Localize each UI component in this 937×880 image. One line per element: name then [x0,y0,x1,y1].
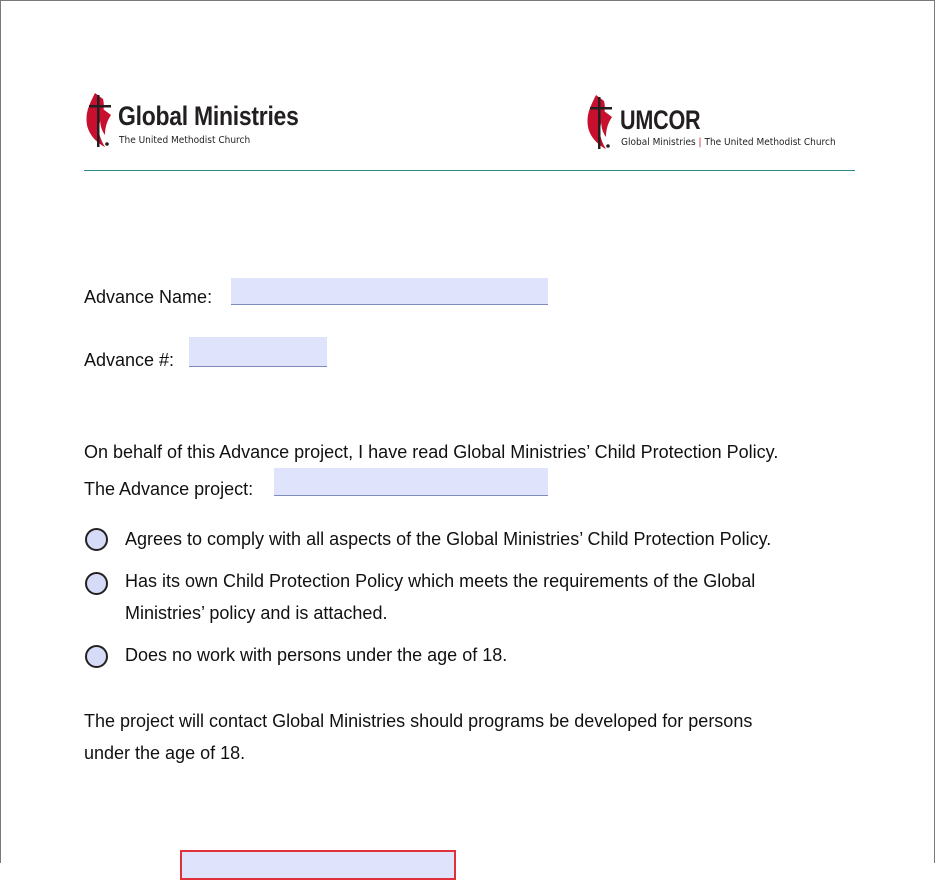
closing-text-line1: The project will contact Global Ministries should programs be developed for persons [84,711,753,731]
statement-text: On behalf of this Advance project, I have read Global Ministries’ Child Protection Policy. [84,442,779,462]
option-comply-radio[interactable] [85,528,108,551]
advance-number-label: Advance #: [84,350,175,370]
logo-right-subtitle-church: The United Methodist Church [704,137,836,148]
logo-left-subtitle: The United Methodist Church [119,135,251,146]
option-no-minors-radio[interactable] [85,645,108,668]
option-own-policy-text-line2: Ministries’ policy and is attached. [125,603,388,623]
header-divider [84,170,855,171]
advance-project-label: The Advance project: [84,479,254,499]
signature-field[interactable] [180,850,456,880]
logo-right-subtitle-org: Global Ministries [621,137,696,148]
logo-right-subtitle-separator: | [698,137,702,148]
option-own-policy-radio[interactable] [85,572,108,595]
logo-right-title: UMCOR [620,105,701,135]
logo-right-subtitle [621,137,836,148]
advance-name-field[interactable] [231,278,548,305]
option-no-minors-text: Does no work with persons under the age of 18. [125,645,508,665]
advance-name-label: Advance Name: [84,287,213,307]
option-comply-text: Agrees to comply with all aspects of the Global Ministries’ Child Protection Policy. [125,529,772,549]
closing-text-line2: under the age of 18. [84,743,246,763]
advance-number-field[interactable] [189,337,327,367]
option-own-policy-text-line1: Has its own Child Protection Policy which meets the requirements of the Global [125,571,756,591]
advance-project-field[interactable] [274,468,548,496]
logo-left-title: Global Ministries [118,101,299,131]
